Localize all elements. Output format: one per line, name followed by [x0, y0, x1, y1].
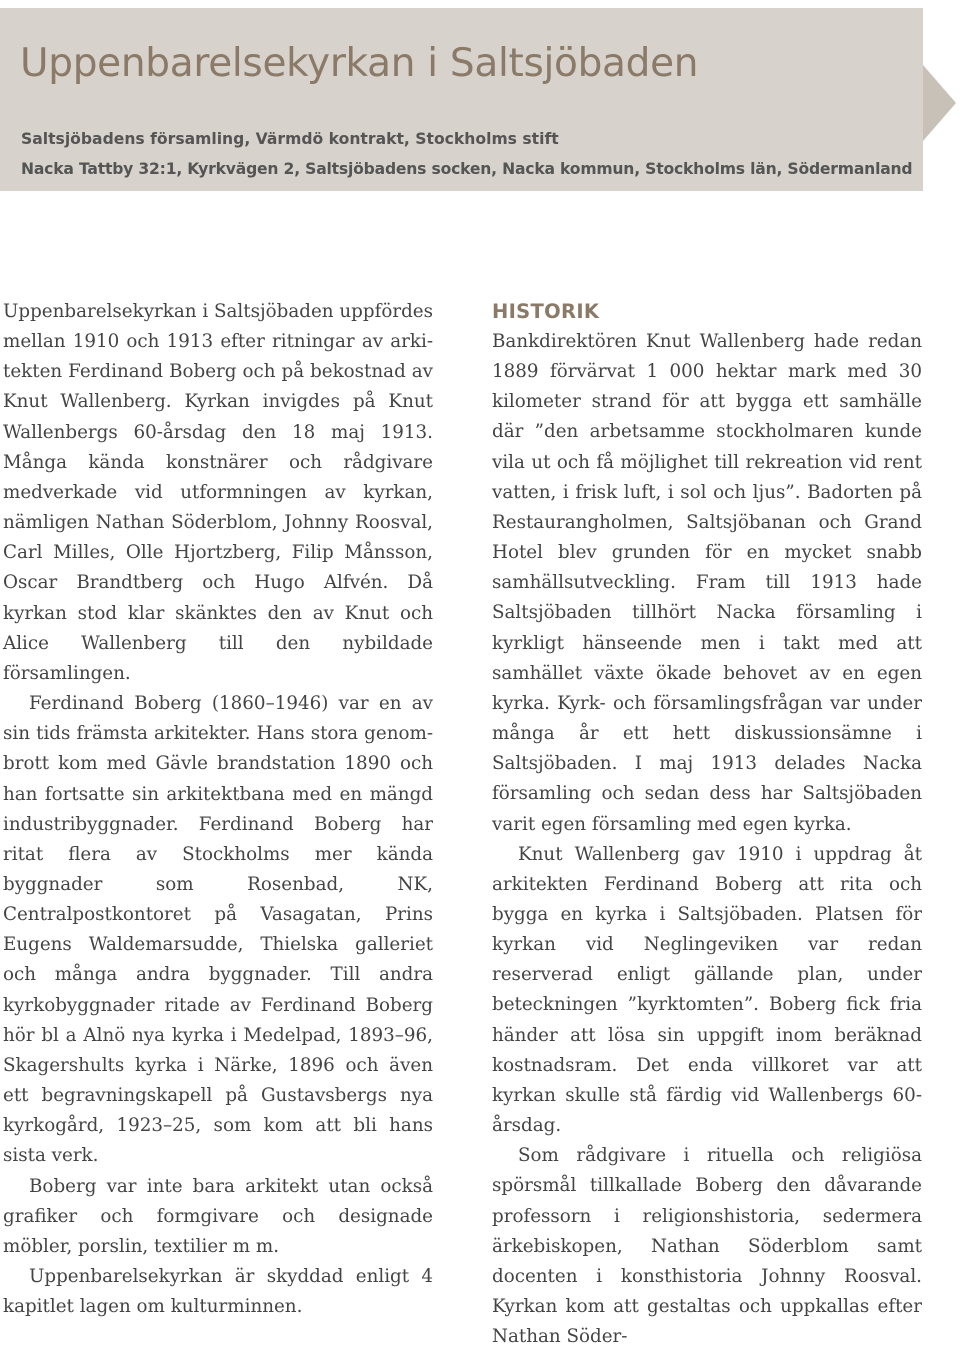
- boberg-paragraph: Ferdinand Boberg (1860–1946) var en av sin tids främsta arkitekter. Hans stora genombrott kom med Gävle brandstation 1890 och han fortsatte sin arkitektbana med en mängd industribyggnader. Ferdinand Boberg har ritat flera av Stockholms mer kända byggnader som Rosenbad, NK, Centralpostkontoret på Vasagatan, Prins Eugens Waldemarsudde, Thielska galleriet och många andra byggnader. Till andra kyrkobyggnader ritade av Ferdinand Boberg hör bl a Alnö nya kyrka i Medelpad, 1893–96, Skagershults kyrka i Närke, 1896 och även ett begravningskapell på Gustavsbergs nya kyrkogård, 1923–25, som kom att bli hans sista verk.: [3, 693, 433, 1167]
- right-column: [492, 297, 922, 1352]
- location-info: Nacka Tattby 32:1, Kyrkvägen 2, Saltsjöbadens socken, Nacka kommun, Stockholms län, Södermanland: [21, 160, 913, 178]
- history-paragraph: Bankdirektören Knut Wallenberg hade redan 1889 förvärvat 1 000 hektar mark med 30 kilometer strand för att bygga ett samhälle där ”den arbetsamme stockholmaren kunde vila ut och få möjlighet till rekreation vid rent vatten, i frisk luft, i sol och ljus”. Badorten på Restaurangholmen, Saltsjöbanan och Grand Hotel blev grunden för en mycket snabb samhällsutveckling. Fram till 1913 hade Saltsjöbaden tillhört Nacka församling i kyrkligt hänseende men i takt med att samhället växte ökade behovet av en egen kyrka. Kyrk- och församlingsfrågan var under många år ett hett diskussionsämne i Saltsjöbaden. I maj 1913 delades Nacka församling och sedan dess har Saltsjöbaden varit egen församling med egen kyrka.: [492, 331, 922, 835]
- boberg-designer-paragraph: Boberg var inte bara arkitekt utan också grafiker och formgivare och designade möbler, porslin, textilier m m.: [3, 1175, 433, 1257]
- commission-paragraph: Knut Wallenberg gav 1910 i uppdrag åt arkitekten Ferdinand Boberg att rita och bygga en kyrka i Saltsjöbaden. Platsen för kyrkan vid Neglingeviken var redan reserverad enligt gällande plan, under beteckningen ”kyrktomten”. Boberg fick fria händer att lösa sin uppgift inom beräknad kostnadsram. Det enda villkoret var att kyrkan skulle stå färdig vid Wallenbergs 60-årsdag.: [492, 843, 922, 1137]
- advisors-paragraph: Som rådgivare i rituella och religiösa spörsmål tillkallade Boberg den dåvarande professorn i religionshistoria, sedermera ärkebiskopen, Nathan Söderblom samt docenten i konsthistoria Johnny Roosval. Kyrkan kom att gestaltas och uppkallas efter Nathan Söder-: [492, 1145, 922, 1348]
- page-title: Uppenbarelsekyrkan i Saltsjöbaden: [20, 41, 699, 86]
- parish-info: Saltsjöbadens församling, Värmdö kontrakt, Stockholms stift: [21, 130, 559, 148]
- intro-paragraph: Uppenbarelsekyrkan i Saltsjöbaden uppfördes mellan 1910 och 1913 efter ritningar av arkitekten Ferdinand Boberg och på bekostnad av Knut Wallenberg. Kyrkan invigdes på Knut Wallenbergs 60-årsdag den 18 maj 1913. Många kända konstnärer och rådgivare medverkade vid utformningen av kyrkan, nämligen Nathan Söderblom, Johnny Roosval, Carl Milles, Olle Hjortzberg, Filip Månsson, Oscar Brandtberg och Hugo Alfvén. Då kyrkan stod klar skänktes den av Knut och Alice Wallenberg till den nybildade församlingen.: [3, 301, 433, 684]
- header-banner: [0, 8, 923, 191]
- header-arrow-shape: [923, 65, 956, 141]
- protection-paragraph: Uppenbarelsekyrkan är skyddad enligt 4 kapitlet lagen om kulturminnen.: [3, 1266, 433, 1318]
- left-column: [3, 297, 433, 1322]
- section-heading-historik: HISTORIK: [492, 300, 600, 323]
